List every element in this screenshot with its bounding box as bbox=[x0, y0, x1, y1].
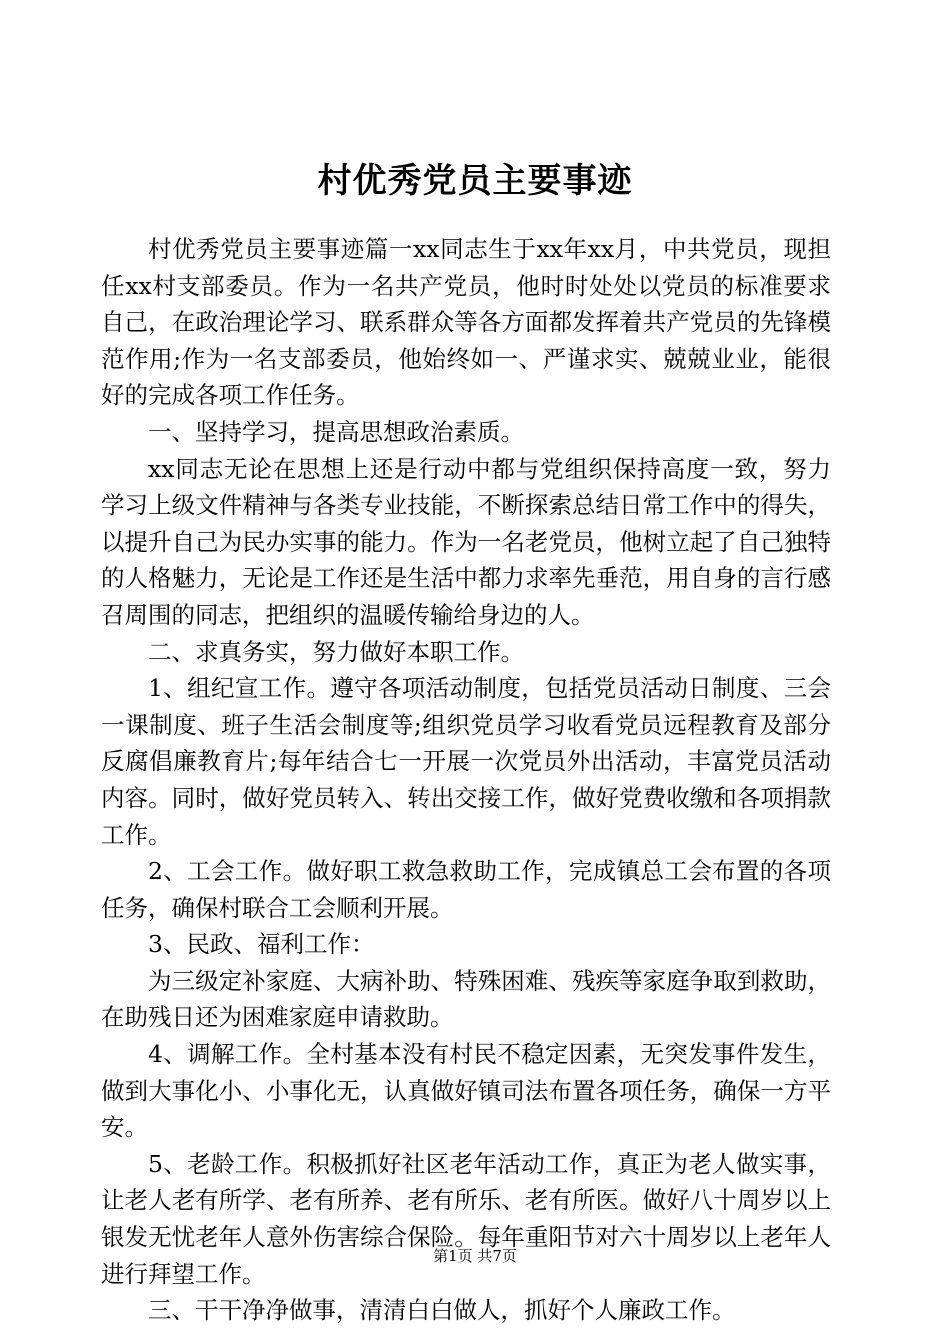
paragraph-elderly-work: 5、老龄工作。积极抓好社区老年活动工作，真正为老人做实事，让老人老有所学、老有所养、老有所乐、老有所医。做好八十周岁以上银发无忧老年人意外伤害综合保险。每年重阳节对六十周岁以上老年人进行拜望工作。 bbox=[101, 1149, 831, 1288]
paragraph-union-work: 2、工会工作。做好职工救急救助工作，完成镇总工会布置的各项任务，确保村联合工会顺利开展。 bbox=[101, 857, 831, 922]
paragraph-mediation-work: 4、调解工作。全村基本没有村民不稳定因素，无突发事件发生，做到大事化小、小事化无，认真做好镇司法布置各项任务，确保一方平安。 bbox=[101, 1040, 831, 1142]
section-heading-3: 三、干干净净做事，清清白白做人，抓好个人廉政工作。 bbox=[148, 1296, 736, 1325]
paragraph-organization-work: 1、组纪宣工作。遵守各项活动制度，包括党员活动日制度、三会一课制度、班子生活会制度等;组织党员学习收看党员远程教育及部分反腐倡廉教育片;每年结合七一开展一次党员外出活动，丰富党员活动内容。同时，做好党员转入、转出交接工作，做好党费收缴和各项捐款工作。 bbox=[101, 674, 831, 849]
paragraph-welfare-detail: 为三级定补家庭、大病补助、特殊困难、残疾等家庭争取到救助，在助残日还为困难家庭申请救助。 bbox=[101, 966, 831, 1032]
page-number-footer: 第1页 共7页 bbox=[433, 1247, 517, 1265]
document-body bbox=[101, 231, 831, 1329]
paragraph-intro: 村优秀党员主要事迹篇一xx同志生于xx年xx月，中共党员，现担任xx村支部委员。作为一名共产党员，他时时处处以党员的标准要求自己，在政治理论学习、联系群众等各方面都发挥着共产党员的先锋模范作用;作为一名支部委员，他始终如一、严谨求实、兢兢业业，能很好的完成各项工作任务。 bbox=[101, 235, 831, 410]
section-heading-2: 二、求真务实，努力做好本职工作。 bbox=[148, 637, 524, 666]
section-heading-1: 一、坚持学习，提高思想政治素质。 bbox=[148, 417, 524, 446]
paragraph-study: xx同志无论在思想上还是行动中都与党组织保持高度一致，努力学习上级文件精神与各类专业技能，不断探索总结日常工作中的得失，以提升自己为民办实事的能力。作为一名老党员，他树立起了自己独特的人格魅力，无论是工作还是生活中都力求率先垂范，用自身的言行感召周围的同志，把组织的温暖传输给身边的人。 bbox=[101, 454, 831, 629]
document-title: 村优秀党员主要事迹 bbox=[317, 161, 633, 201]
paragraph-welfare-heading: 3、民政、福利工作： bbox=[148, 930, 375, 959]
